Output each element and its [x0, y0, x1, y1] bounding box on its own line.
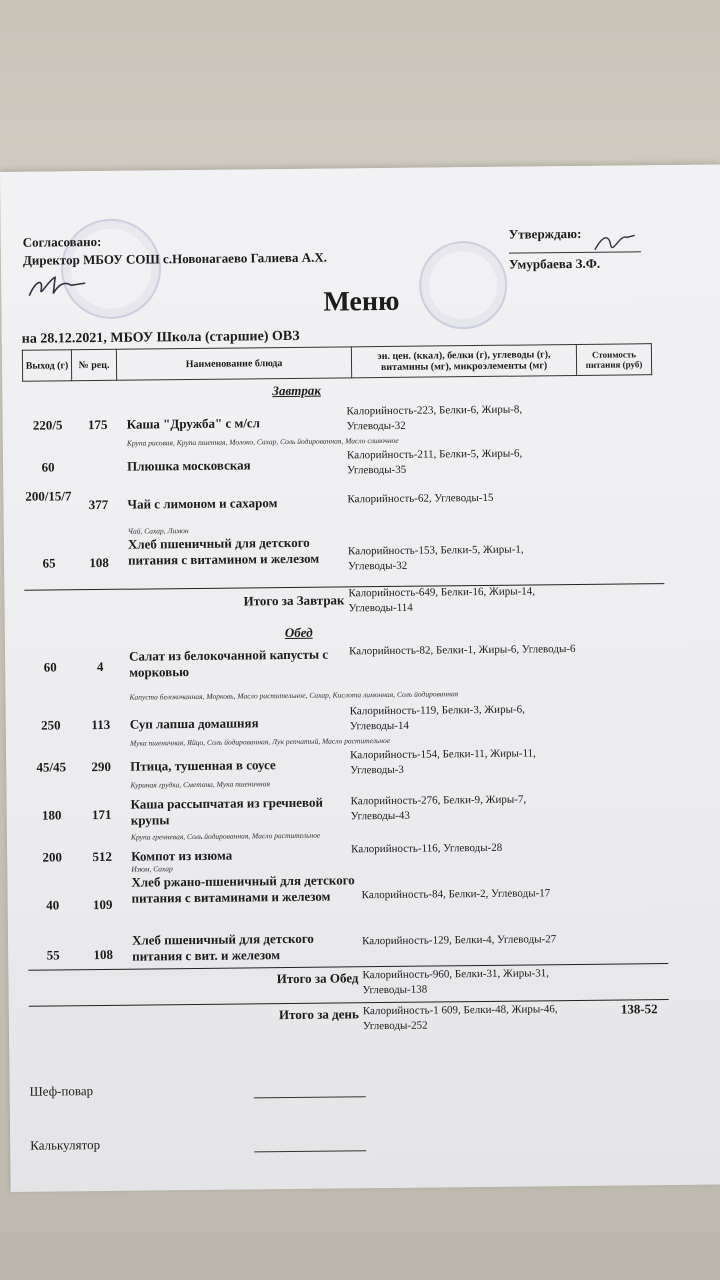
row-nutrition: Калорийность-119, Белки-3, Жиры-6, Углеводы-14	[349, 703, 525, 733]
agreed-person: Директор МБОУ СОШ с.Новонагаево Галиева А.Х.	[22, 249, 328, 268]
day-price: 138-52	[620, 1001, 658, 1017]
menu-subtitle: на 28.12.2021, МБОУ Школа (старшие) ОВЗ	[21, 328, 300, 347]
row-name: Салат из белокочанной капусты с морковью	[128, 646, 329, 680]
col-nut: эн. цен. (ккал), белки (г), углеводы (г), витамины (мг), микроэлементы (мг)	[351, 344, 576, 377]
row-ingredients: Чай, Сахар, Лимон	[127, 526, 189, 536]
approve-label: Утверждаю:	[508, 225, 582, 242]
agreed-block	[23, 231, 327, 270]
table-row	[25, 641, 665, 702]
row-nutrition: Калорийность-129, Белки-4, Углеводы-27	[362, 933, 557, 948]
col-out: Выход (г)	[22, 350, 71, 382]
table-row	[27, 869, 667, 913]
row-out: 250	[40, 717, 61, 733]
row-nutrition: Калорийность-82, Белки-1, Жиры-6, Углеводы-6	[348, 643, 576, 658]
row-ingredients: Крупа гречневая, Соль йодированная, Масло растительное	[130, 830, 321, 842]
row-nutrition: Калорийность-276, Белки-9, Жиры-7, Углеводы-43	[350, 793, 527, 823]
row-rec: 4	[96, 658, 104, 675]
row-name: Хлеб ржано-пшеничный для детского питания с витаминами и железом	[131, 872, 355, 906]
row-nutrition: Калорийность-223, Белки-6, Жиры-8, Углеводы-32	[346, 403, 523, 433]
row-rec: 171	[91, 806, 112, 823]
col-price: Стоимость питания (руб)	[576, 344, 651, 376]
section-lunch: Обед	[284, 624, 313, 641]
row-name: Плюшка московская	[127, 457, 251, 474]
row-name: Хлеб пшеничный для детского питания с вит. и железом	[131, 930, 314, 964]
row-out: 200	[42, 849, 63, 865]
lunch-total: Калорийность-960, Белки-31, Жиры-31, Углеводы-138	[362, 967, 550, 997]
row-out: 60	[41, 459, 55, 475]
row-ingredients: Капуста белокочанная, Морковь, Масло растительное, Сахар, Кислота лимонная, Соль йодированная	[129, 689, 459, 702]
row-out: 220/5	[32, 417, 63, 433]
chef-label: Шеф-повар	[29, 1083, 94, 1099]
day-total-label: Итого за день	[278, 1006, 359, 1023]
row-rec: 108	[89, 554, 109, 571]
section-breakfast: Завтрак	[272, 382, 322, 399]
calc-label: Калькулятор	[30, 1137, 101, 1153]
approve-block	[509, 224, 601, 275]
row-name: Компот из изюма	[131, 847, 233, 864]
row-nutrition: Калорийность-154, Белки-11, Жиры-11, Углеводы-3	[350, 747, 536, 777]
table-row	[24, 531, 664, 573]
table-row	[26, 701, 666, 748]
menu-document	[0, 164, 720, 1191]
row-out: 45/45	[36, 759, 67, 775]
table-row	[26, 745, 666, 790]
row-name: Птица, тушенная в соусе	[130, 757, 276, 774]
row-rec: 290	[91, 758, 112, 775]
row-rec: 377	[88, 496, 109, 513]
breakfast-total-label: Итого за Завтрак	[243, 592, 345, 609]
row-nutrition: Калорийность-116, Углеводы-28	[351, 841, 503, 856]
row-nutrition: Калорийность-62, Углеводы-15	[347, 491, 494, 506]
col-name: Наименование блюда	[116, 347, 351, 380]
row-nutrition: Калорийность-211, Белки-5, Жиры-6, Углеводы-35	[346, 447, 523, 477]
row-ingredients: Изюм, Сахар	[131, 864, 173, 874]
row-out: 55	[46, 947, 60, 963]
approve-person: Умурбаева З.Ф.	[508, 255, 601, 272]
row-out: 200/15/7	[25, 488, 72, 504]
row-out: 180	[41, 807, 62, 823]
row-rec: 108	[93, 946, 114, 963]
row-ingredients: Крупа рисовая, Крупа пшенная, Молоко, Сахар, Соль йодированная, Масло сливочное	[126, 435, 399, 448]
row-rec: 109	[92, 896, 113, 913]
row-nutrition: Калорийность-153, Белки-5, Жиры-1, Углеводы-32	[347, 543, 524, 573]
table-row	[28, 927, 668, 964]
col-rec: № рец.	[71, 349, 116, 380]
row-name: Каша "Дружба" с м/сл	[126, 415, 261, 432]
page-title: Меню	[323, 285, 400, 318]
row-nutrition: Калорийность-84, Белки-2, Углеводы-17	[361, 887, 551, 902]
table-row	[23, 445, 663, 477]
breakfast-total: Калорийность-649, Белки-16, Жиры-14, Углеводы-114	[348, 585, 536, 615]
row-rec: 175	[87, 416, 108, 433]
calc-signature-line	[254, 1150, 366, 1152]
row-out: 40	[46, 897, 60, 913]
agreed-label: Согласовано:	[22, 233, 102, 250]
row-out: 60	[43, 659, 57, 675]
row-name: Каша рассыпчатая из гречневой крупы	[130, 794, 323, 828]
row-ingredients: Мука пшеничная, Яйцо, Соль йодированная, Лук репчатый, Масло растительное	[129, 735, 391, 748]
table-row	[22, 401, 662, 448]
row-out: 65	[42, 555, 56, 571]
row-name: Чай с лимоном и сахаром	[127, 495, 278, 512]
day-total: Калорийность-1 609, Белки-48, Жиры-46, Углеводы-252	[362, 1003, 558, 1033]
table-row	[27, 839, 667, 874]
row-rec: 512	[92, 848, 113, 865]
row-name: Суп лапша домашняя	[129, 715, 259, 732]
chef-signature-line	[254, 1096, 366, 1098]
row-ingredients: Куриная грудка, Сметана, Мука пшеничная	[130, 779, 270, 790]
row-name: Хлеб пшеничный для детского питания с витамином и железом	[127, 534, 320, 568]
table-row	[23, 481, 663, 536]
table-header	[22, 343, 652, 382]
row-rec: 113	[91, 716, 111, 733]
table-row	[27, 789, 667, 842]
lunch-total-label: Итого за Обед	[276, 970, 359, 987]
